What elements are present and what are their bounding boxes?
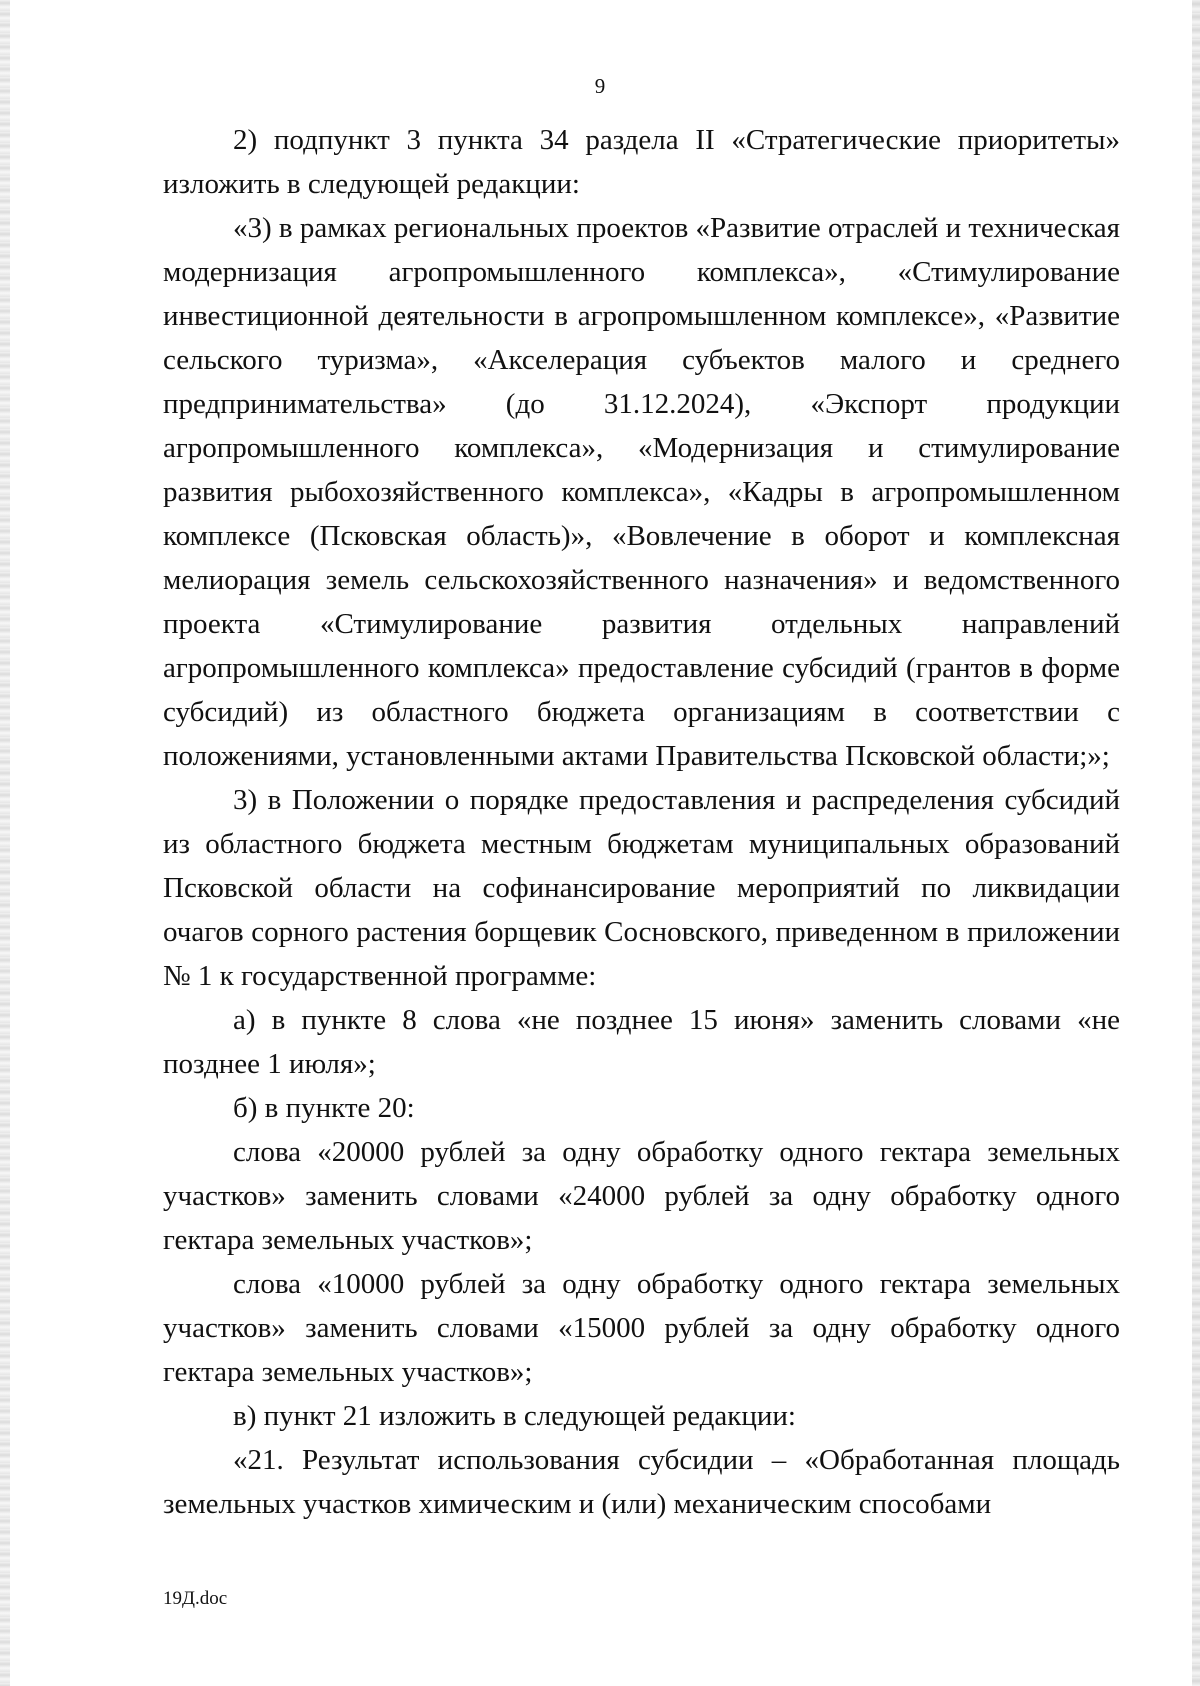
paragraph-subpoint-2: 2) подпункт 3 пункта 34 раздела II «Стратегические приоритеты» изложить в следующей редакции: (163, 124, 1120, 200)
footer-filename: 19Д.doc (163, 1588, 228, 1609)
page-number: 9 (594, 74, 606, 98)
paragraph-subpoint-3-regulation: 3) в Положении о порядке предоставления и распределения субсидий из областного бюджета местным бюджетам муниципальных образований Псковской области на софинансирование мероприятий по ликвидации очагов сорного растения борщевик Сосновского, приведенном в приложении № 1 к государственной программе: (163, 784, 1120, 992)
paragraph-item-b: б) в пункте 20: (233, 1092, 415, 1124)
paragraph-quoted-subpoint-3: «3) в рамках региональных проектов «Развитие отраслей и техническая модернизация агропромышленного комплекса», «Стимулирование инвестиционной деятельности в агропромышленном комплексе», «Развитие сельского туризма», «Акселерация субъектов малого и среднего предпринимательства» (до 31.12.2024), «Экспорт продукции агропромышленного комплекса», «Модернизация и стимулирование развития рыбохозяйственного комплекса», «Кадры в агропромышленном комплексе (Псковская область)», «Вовлечение в оборот и комплексная мелиорация земель сельскохозяйственного назначения» и ведомственного проекта «Стимулирование развития отдельных направлений агропромышленного комплекса» предоставление субсидий (грантов в форме субсидий) из областного бюджета организациям в соответствии с положениями, установленными актами Правительства Псковской области;»; (163, 212, 1120, 772)
paragraph-item-v: в) пункт 21 изложить в следующей редакции: (233, 1400, 796, 1432)
paragraph-words-10000: слова «10000 рублей за одну обработку одного гектара земельных участков» заменить словами «15000 рублей за одну обработку одного гектара земельных участков»; (163, 1268, 1120, 1388)
paragraph-words-20000: слова «20000 рублей за одну обработку одного гектара земельных участков» заменить словами «24000 рублей за одну обработку одного гектара земельных участков»; (163, 1136, 1120, 1256)
scan-border-left (0, 0, 10, 1686)
paragraph-point-21: «21. Результат использования субсидии – «Обработанная площадь земельных участков химическим и (или) механическим способами (163, 1444, 1120, 1520)
paragraph-item-a: а) в пункте 8 слова «не позднее 15 июня» заменить словами «не позднее 1 июля»; (163, 1004, 1120, 1080)
document-body (163, 118, 1120, 1526)
scan-border-right (1192, 0, 1200, 1686)
